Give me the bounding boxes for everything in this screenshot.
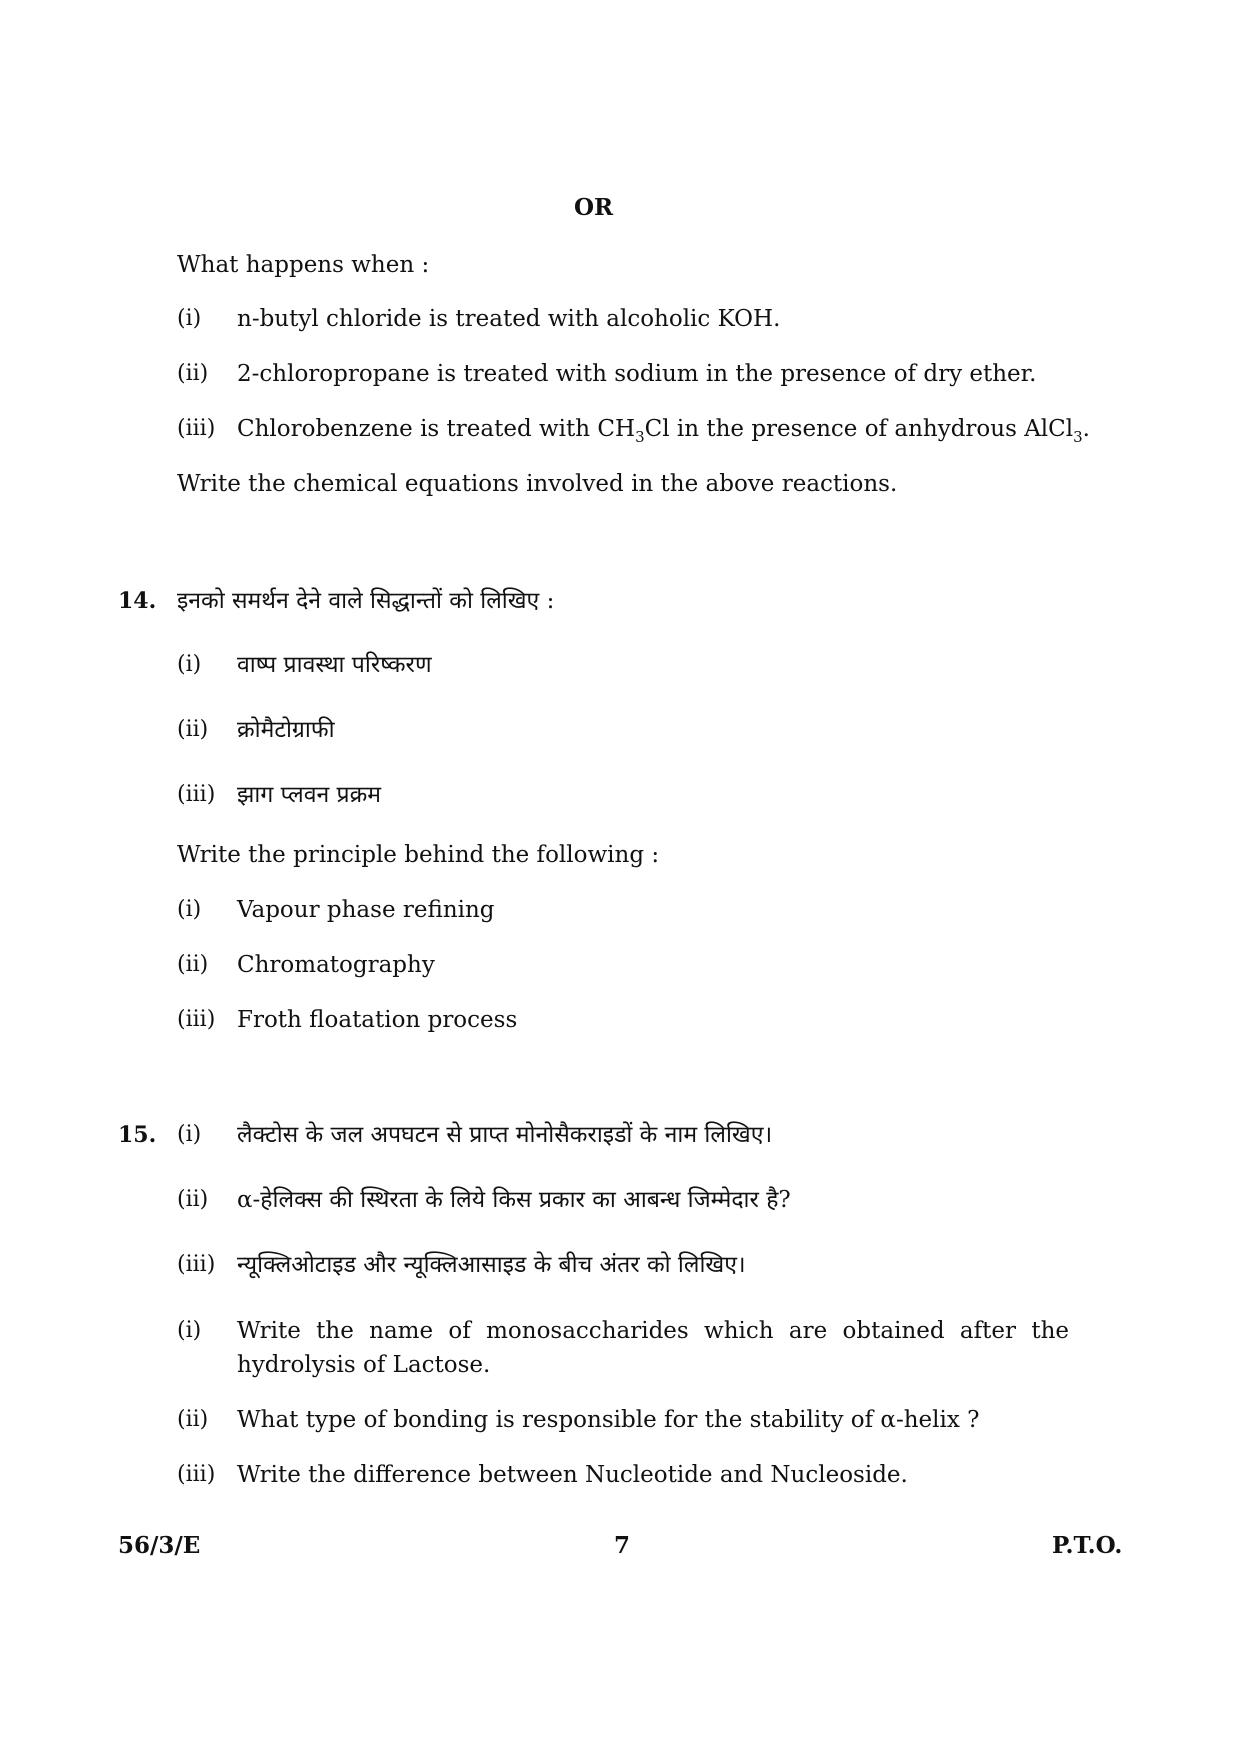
item-text: Vapour phase refining [237,897,495,923]
item-text: Froth floatation process [237,1007,518,1033]
item-number: (ii) [177,952,209,977]
item-number: (iii) [177,1007,216,1032]
item-number: (ii) [177,361,209,386]
item-number: (ii) [177,717,209,742]
item-text: 2-chloropropane is treated with sodium in the presence of dry ether. [237,361,1037,387]
question-number: 14. [118,588,157,614]
item-number: (iii) [177,1462,216,1487]
item-number: (i) [177,897,202,922]
page-number: 7 [614,1532,631,1559]
item-text: α-हेलिक्स की स्थिरता के लिये किस प्रकार का आबन्ध जिम्मेदार है? [237,1187,791,1213]
item-text: झाग प्लवन प्रक्रम [237,782,382,808]
pto-label: P.T.O. [1052,1532,1123,1559]
subscript: 3 [635,428,645,446]
q15-english-item-1-continued: hydrolysis of Lactose. [237,1352,491,1378]
item-text: लैक्टोस के जल अपघटन से प्राप्त मोनोसैकराइडों के नाम लिखिए। [237,1122,773,1148]
subscript: 3 [1073,428,1083,446]
item-number: (i) [177,1122,202,1147]
item-text: Write the difference between Nucleotide and Nucleoside. [237,1462,908,1488]
hindi-intro-text: इनको समर्थन देने वाले सिद्धान्तों को लिखिए : [177,588,555,614]
item-text: न्यूक्लिओटाइड और न्यूक्लिआसाइड के बीच अंतर को लिखिए। [237,1252,746,1278]
item-number: (ii) [177,1407,209,1432]
item-number: (iii) [177,1252,216,1277]
item-text: Chromatography [237,952,435,978]
item-number: (ii) [177,1187,209,1212]
item-number: (i) [177,306,202,331]
or-closing: Write the chemical equations involved in the above reactions. [177,471,898,497]
paper-code: 56/3/E [118,1532,201,1559]
item-number: (i) [177,652,202,677]
item-text: n-butyl chloride is treated with alcoholic KOH. [237,306,781,332]
item-text: क्रोमैटोग्राफी [237,717,335,743]
item-number: (iii) [177,782,216,807]
item-number: (i) [177,1318,202,1343]
item-text-line-1: Write the name of monosaccharides which are obtained after the [237,1318,1069,1344]
item-text: Chlorobenzene is treated with $CH_3Cl$ in the presence of anhydrous AlCl$_3$. [237,416,1090,446]
item-text: What type of bonding is responsible for the stability of α-helix ? [237,1407,980,1433]
question-number: 15. [118,1122,157,1148]
item-text: वाष्प प्रावस्था परिष्करण [237,652,432,678]
q14-english-intro: Write the principle behind the following : [177,842,660,868]
item-number: (iii) [177,416,216,441]
or-intro: What happens when : [177,252,430,278]
or-heading: OR [574,194,614,221]
